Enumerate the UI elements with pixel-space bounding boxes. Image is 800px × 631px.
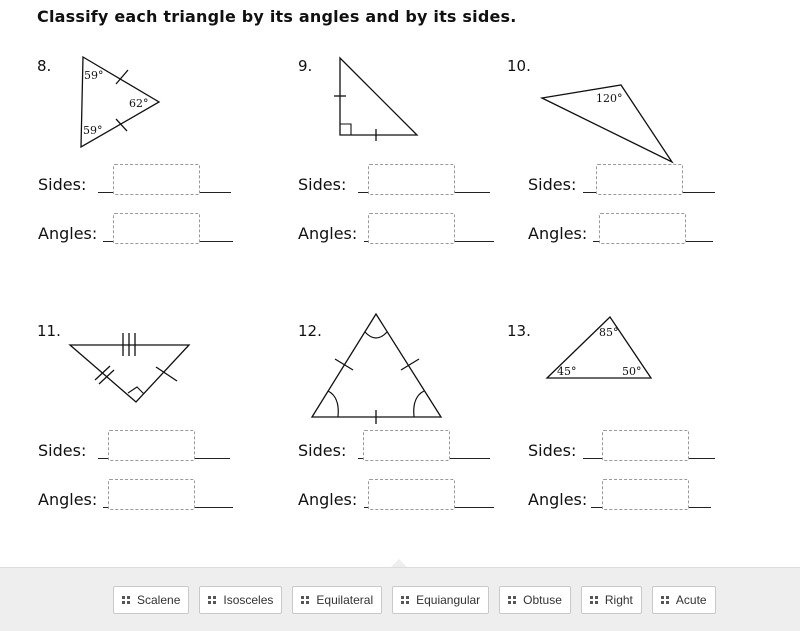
problem-10-angles-dropzone[interactable] [599,213,686,244]
problem-8-triangle [75,55,165,150]
chip-label: Equiangular [416,593,481,607]
problem-12-triangle [308,310,448,425]
problem-9-triangle [330,55,425,145]
problem-9-angles-label: Angles: [298,224,358,243]
problem-13-angles-dropzone[interactable] [602,479,689,510]
problem-12-number: 12. [298,322,322,340]
chip-right[interactable] [581,586,642,614]
problem-9-number: 9. [298,57,313,75]
problem-8-angles-dropzone[interactable] [113,213,200,244]
chip-label: Scalene [137,593,181,607]
word-bank [113,586,716,614]
problem-13-angle-left: 45° [557,365,577,378]
problem-8-number: 8. [37,57,52,75]
chip-label: Isosceles [223,593,274,607]
drag-handle-icon [208,596,216,604]
problem-8-angle-right: 62° [129,97,149,110]
problem-10-sides-label: Sides: [528,175,577,194]
problem-12-sides-dropzone[interactable] [363,430,450,461]
instruction-title: Classify each triangle by its angles and by its sides. [37,7,517,26]
drag-handle-icon [508,596,516,604]
drag-handle-icon [301,596,309,604]
drag-handle-icon [590,596,598,604]
problem-8-angle-bottom: 59° [83,124,103,137]
chip-equilateral[interactable] [292,586,382,614]
chip-scalene[interactable] [113,586,189,614]
chip-equiangular[interactable] [392,586,489,614]
problem-10-sides-dropzone[interactable] [596,164,683,195]
problem-8-sides-label: Sides: [38,175,87,194]
problem-9-sides-dropzone[interactable] [368,164,455,195]
problem-9-angles-dropzone[interactable] [368,213,455,244]
problem-13-angle-top: 85° [599,326,619,339]
problem-11-triangle [68,330,193,410]
chip-obtuse[interactable] [499,586,571,614]
drag-handle-icon [401,596,409,604]
problem-13-angle-right: 50° [622,365,642,378]
problem-11-number: 11. [37,322,61,340]
problem-12-angles-label: Angles: [298,490,358,509]
problem-8-angle-top: 59° [84,69,104,82]
problem-13-sides-dropzone[interactable] [602,430,689,461]
problem-10-triangle [538,80,678,170]
drag-handle-icon [661,596,669,604]
problem-12-angles-dropzone[interactable] [368,479,455,510]
problem-8-sides-dropzone[interactable] [113,164,200,195]
problem-13-angles-label: Angles: [528,490,588,509]
chip-isosceles[interactable] [199,586,282,614]
problem-13-triangle [543,314,655,382]
problem-13-number: 13. [507,322,531,340]
problem-12-sides-label: Sides: [298,441,347,460]
problem-11-angles-label: Angles: [38,490,98,509]
chip-label: Obtuse [523,593,562,607]
problem-9-sides-label: Sides: [298,175,347,194]
problem-10-angles-label: Angles: [528,224,588,243]
problem-11-angles-dropzone[interactable] [108,479,195,510]
problem-8-angles-label: Angles: [38,224,98,243]
problem-11-sides-label: Sides: [38,441,87,460]
chip-acute[interactable] [652,586,716,614]
chip-label: Right [604,593,633,607]
drag-handle-icon [122,596,130,604]
chip-label: Equilateral [316,593,374,607]
chip-label: Acute [675,593,707,607]
problem-11-sides-dropzone[interactable] [108,430,195,461]
problem-10-angle-obtuse: 120° [596,92,623,105]
problem-13-sides-label: Sides: [528,441,577,460]
problem-10-number: 10. [507,57,531,75]
